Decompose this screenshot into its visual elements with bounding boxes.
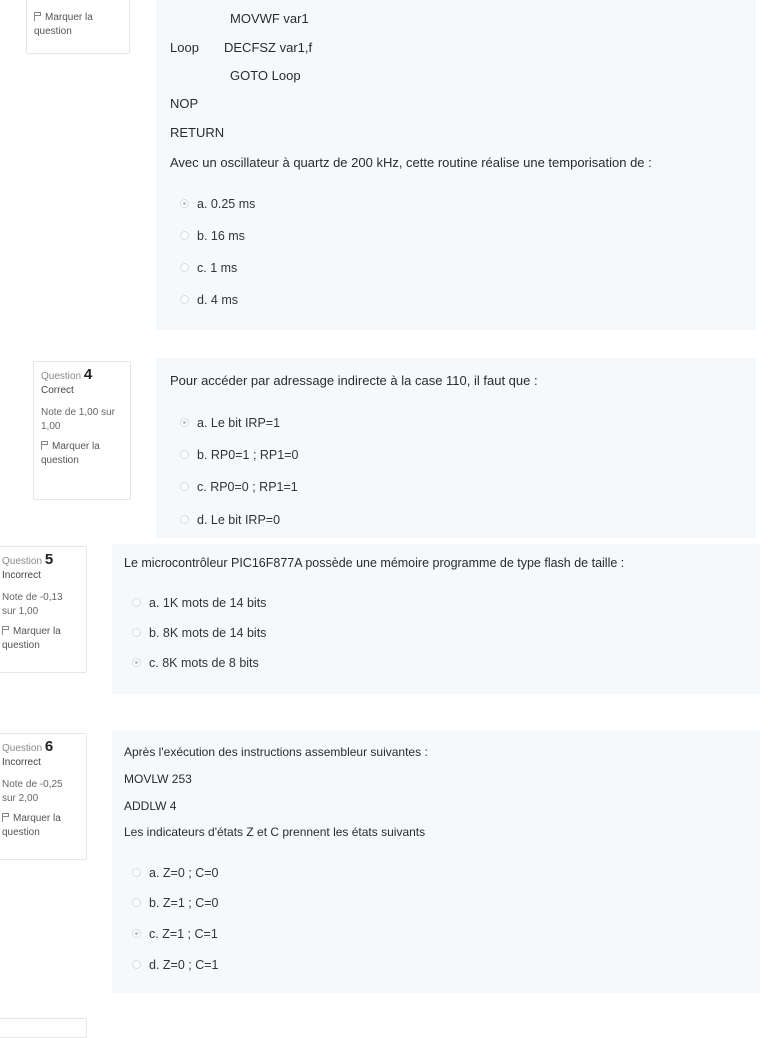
question-state: Incorrect [2,757,41,768]
flag-question-3[interactable]: Marquer la question [34,12,93,37]
radio-button[interactable] [180,263,189,272]
question-label: Question [2,743,43,754]
flag-question-6[interactable]: Marquer la question [2,813,61,838]
question-grade: Note de -0,25 sur 2,00 [2,779,63,804]
answer-option[interactable]: a. 1K mots de 14 bits [132,596,266,610]
radio-button[interactable] [180,199,189,208]
question-prompt: Après l'exécution des instructions assembleur suivantes : [124,745,428,759]
question-label: Question [2,556,43,567]
radio-button[interactable] [132,658,141,667]
answer-option[interactable]: a. 0.25 ms [180,197,255,211]
code-line: ADDLW 4 [124,799,177,813]
answer-option[interactable]: b. 8K mots de 14 bits [132,626,266,640]
code-line: MOVLW 253 [124,772,192,786]
flag-icon [2,626,10,635]
question-grade: Note de -0,13 sur 1,00 [2,592,63,617]
radio-button[interactable] [180,450,189,459]
question-5-info [0,546,87,673]
flag-icon [41,441,49,450]
question-label: Question [41,371,82,382]
radio-button[interactable] [132,598,141,607]
radio-button[interactable] [180,295,189,304]
answer-option[interactable]: c. 1 ms [180,261,237,275]
radio-button[interactable] [180,482,189,491]
question-prompt: Le microcontrôleur PIC16F877A possède une mémoire programme de type flash de taille : [124,556,625,570]
question-grade: Note de 1,00 sur 1,00 [41,407,115,432]
radio-button[interactable] [132,868,141,877]
answer-option[interactable]: b. Z=1 ; C=0 [132,896,218,910]
flag-icon [34,12,42,21]
answer-option[interactable]: a. Z=0 ; C=0 [132,866,218,880]
question-6-content [112,731,760,993]
flag-question-5[interactable]: Marquer la question [2,626,61,651]
question-prompt: Pour accéder par adressage indirecte à la case 110, il faut que : [170,373,538,388]
question-state: Correct [41,385,74,396]
answer-option[interactable]: d. Le bit IRP=0 [180,513,280,527]
question-4-info [33,361,131,500]
question-5-content [112,544,760,694]
answer-option[interactable]: b. 16 ms [180,229,245,243]
radio-button[interactable] [180,231,189,240]
radio-button[interactable] [132,898,141,907]
radio-button[interactable] [132,929,141,938]
question-4-content [156,358,756,538]
question-prompt: Avec un oscillateur à quartz de 200 kHz, cette routine réalise une temporisation de : [170,155,652,170]
question-6-info [0,733,87,860]
code-label: Loop [170,40,199,55]
question-3-content [156,0,756,330]
code-line: NOP [170,96,199,111]
code-line: DECFSZ var1,f [224,40,313,55]
question-prompt-2: Les indicateurs d'états Z et C prennent les états suivants [124,825,426,839]
code-line: RETURN [170,125,225,140]
flag-question-4[interactable]: Marquer la question [41,441,100,466]
answer-option[interactable]: c. 8K mots de 8 bits [132,656,259,670]
question-number: 4 [83,366,93,383]
radio-button[interactable] [132,960,141,969]
question-state: Incorrect [2,570,41,581]
code-line: GOTO Loop [230,68,301,83]
answer-option[interactable]: d. Z=0 ; C=1 [132,958,218,972]
code-line: MOVWF var1 [230,11,309,26]
answer-option[interactable]: a. Le bit IRP=1 [180,416,280,430]
radio-button[interactable] [180,418,189,427]
answer-option[interactable]: b. RP0=1 ; RP1=0 [180,448,298,462]
answer-option[interactable]: c. RP0=0 ; RP1=1 [180,480,298,494]
question-3-info [26,0,130,54]
flag-icon [2,813,10,822]
radio-button[interactable] [180,515,189,524]
answer-option[interactable]: c. Z=1 ; C=1 [132,927,218,941]
question-number: 5 [44,551,54,568]
question-7-info [0,1018,87,1038]
question-number: 6 [44,738,54,755]
answer-option[interactable]: d. 4 ms [180,293,238,307]
radio-button[interactable] [132,628,141,637]
